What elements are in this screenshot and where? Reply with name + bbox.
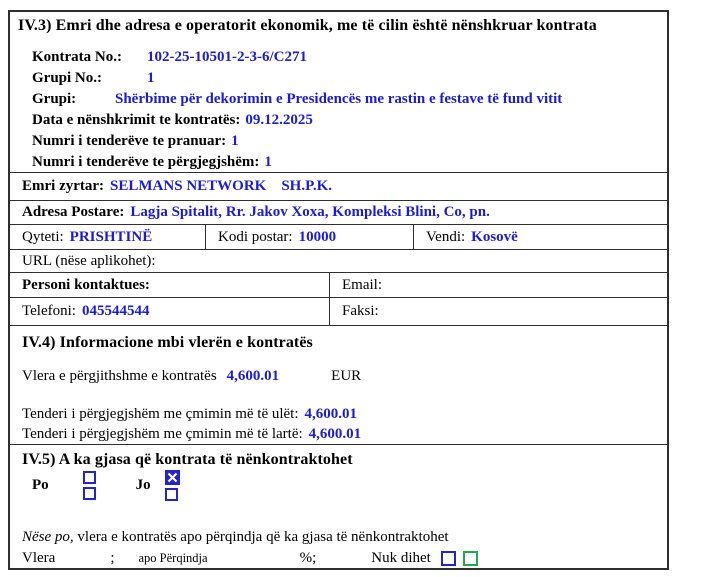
faksi-label: Faksi:: [342, 303, 379, 320]
vlera-pergjithshme-value: 4,600.01: [226, 368, 280, 384]
vlera-perqindja-line: [22, 548, 655, 568]
telefoni-value: 045544544: [81, 303, 150, 320]
po-checkbox-stack: [83, 471, 96, 500]
kontrata-no-label: Kontrata No.:: [32, 49, 122, 65]
adresa-postare-label: Adresa Postare:: [22, 203, 125, 220]
tendere-pergjegjshem-value: 1: [264, 154, 272, 170]
tendere-pergjegjshem-label: Numri i tenderëve te përgjegjshëm:: [32, 154, 260, 170]
row-adresa-postare: [10, 200, 667, 224]
po-jo-options: [32, 470, 655, 501]
telefoni-label: Telefoni:: [22, 303, 76, 320]
faksi-cell: [330, 298, 667, 325]
qyteti-label: Qyteti:: [22, 228, 64, 245]
url-cell: [10, 250, 667, 272]
jo-checkbox-bottom: [165, 488, 178, 501]
row-emri-zyrtar: [10, 172, 667, 200]
row-url: [10, 249, 667, 272]
qyteti-cell: [10, 225, 206, 250]
tendere-pranuar-value: 1: [231, 133, 239, 149]
row-telefoni-faksi: [10, 297, 667, 325]
field-grupi: [32, 89, 659, 110]
field-kontrata-no: [32, 47, 659, 68]
section-iv5: [10, 444, 667, 568]
emri-zyrtar-label: Emri zyrtar:: [22, 177, 105, 194]
kodi-postar-label: Kodi postar:: [218, 228, 293, 245]
nuk-dihet-checkbox-green: [463, 551, 478, 566]
vendi-value: Kosovë: [471, 228, 518, 245]
url-label: URL (nëse aplikohet):: [22, 252, 156, 269]
nese-po-line: [22, 527, 655, 547]
grupi-label: Grupi:: [32, 91, 77, 107]
tendere-pranuar-label: Numri i tenderëve te pranuar:: [32, 133, 227, 149]
data-nenshkrimit-label: Data e nënshkrimit te kontratës:: [32, 112, 241, 128]
po-label: Po: [32, 477, 49, 493]
email-cell: [330, 273, 667, 297]
adresa-postare-value: Lagja Spitalit, Rr. Jakov Xoxa, Kompleksi Blini, Co, pn.: [130, 203, 490, 220]
po-checkbox-top: [83, 471, 96, 484]
grupi-value: Shërbime për dekorimin e Presidencës me rastin e festave të fund vitit: [115, 91, 563, 107]
nese-po-rest: vlera e kontratës apo përqindja që ka gjasa të nënkontraktohet: [73, 529, 449, 545]
tenderi-larte-label: Tenderi i përgjegjshëm me çmimin më të lartë:: [22, 426, 303, 442]
field-tendere-pergjegjshem: [32, 152, 659, 173]
semicolon-text: ;: [110, 550, 115, 566]
grupi-no-label: Grupi No.:: [32, 70, 103, 86]
section-iv5-title: IV.5) A ka gjasa që kontrata të nënkontraktohet: [22, 451, 353, 468]
vlera-label: Vlera: [22, 550, 56, 566]
tenderi-larte-line: [22, 424, 655, 444]
vlera-pergjithshme-label: Vlera e përgjithshme e kontratës: [22, 368, 217, 384]
jo-checkbox-stack: [165, 470, 180, 501]
kodi-postar-value: 10000: [298, 228, 337, 245]
section-iv3: [10, 12, 667, 172]
email-label: Email:: [342, 276, 382, 293]
section-iv3-title: IV.3) Emri dhe adresa e operatorit ekonomik, me të cilin është nënshkruar kontrata: [18, 17, 597, 34]
telefoni-cell: [10, 298, 330, 325]
row-qyteti-kodi-vendi: [10, 224, 667, 250]
contract-form-frame: [8, 10, 669, 570]
tenderi-ulet-line: [22, 404, 655, 424]
tenderi-ulet-label: Tenderi i përgjegjshëm me çmimin më të ulët:: [22, 406, 299, 422]
nese-po-italic: Nëse po,: [22, 529, 74, 545]
po-checkbox-bottom: [83, 487, 96, 500]
tenderi-ulet-value: 4,600.01: [304, 406, 358, 422]
tenderi-larte-value: 4,600.01: [308, 426, 362, 442]
currency-label: EUR: [331, 368, 362, 384]
data-nenshkrimit-value: 09.12.2025: [245, 112, 313, 128]
vlera-pergjithshme-line: [22, 366, 655, 386]
vendi-label: Vendi:: [426, 228, 466, 245]
iv3-fields: [18, 47, 659, 173]
section-iv4-title: IV.4) Informacione mbi vlerën e kontratës: [22, 334, 313, 351]
personi-kontaktues-label: Personi kontaktues:: [22, 276, 150, 293]
field-tendere-pranuar: [32, 131, 659, 152]
x-mark-icon: [167, 472, 178, 483]
section-iv4: [10, 325, 667, 444]
nuk-dihet-checkbox-blue: [441, 551, 456, 566]
adresa-postare-cell: [10, 201, 667, 224]
apo-perqindja-label: apo Përqindja: [138, 551, 208, 565]
emri-zyrtar-value: SELMANS NETWORK SH.P.K.: [110, 177, 333, 194]
row-personi-email: [10, 272, 667, 297]
kodi-postar-cell: [206, 225, 414, 250]
vendi-cell: [414, 225, 667, 250]
jo-checkbox-top-checked: [165, 470, 180, 485]
nuk-dihet-label: Nuk dihet: [371, 550, 431, 566]
jo-label: Jo: [135, 477, 151, 493]
qyteti-value: PRISHTINË: [69, 228, 153, 245]
percent-semicolon-text: %;: [299, 550, 317, 566]
kontrata-no-value: 102-25-10501-2-3-6/C271: [147, 49, 307, 65]
personi-kontaktues-cell: [10, 273, 330, 297]
field-data-nenshkrimit: [32, 110, 659, 131]
grupi-no-value: 1: [147, 70, 155, 86]
emri-zyrtar-cell: [10, 173, 667, 200]
field-grupi-no: [32, 68, 659, 89]
